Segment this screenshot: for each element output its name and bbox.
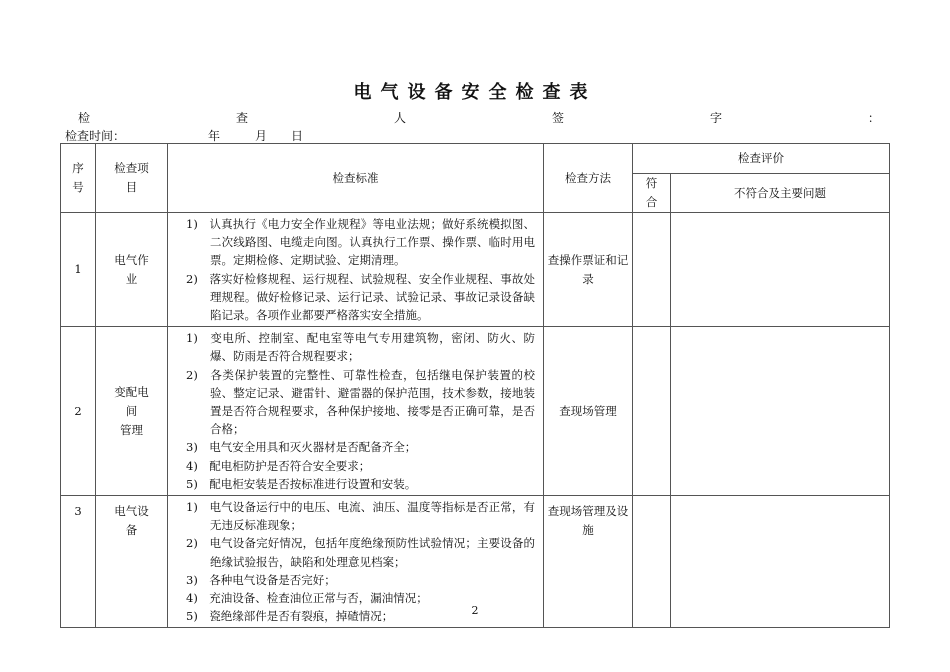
header-seq: 序 号 [61,144,96,213]
standard-clause: 5) 配电柜安装是否按标准进行设置和安装。 [186,476,417,491]
inspection-table [60,143,890,628]
standard-clause: 1) 认真执行《电力安全作业规程》等电业法规；做好系统模拟图、二次线路图、电缆走向图。认真执行工作票、操作票、临时用电票。定期检修、定期试验、定期清理。 [186,217,535,268]
header-standard: 检查标准 [168,144,544,213]
standard-clause: 5) 瓷绝缘部件是否有裂痕，掉碴情况； [186,609,394,624]
signer-char: 字 [709,111,722,125]
standard-clause: 2) 各类保护装置的完整性、可靠性检查，包括继电保护装置的校验、整定记录、避雷针、避雷器的保护范围，技术参数，接地装置是否符合规程要求，各种保护接地、接零是否正确可靠，是否合格； [186,367,535,437]
standard-clause: 3) 电气安全用具和灭火器材是否配备齐全； [186,440,417,455]
standard-clause: 1) 变电所、控制室、配电室等电气专用建筑物，密闭、防火、防爆、防雨是否符合规程要求； [186,331,535,364]
row-nonconform-cell[interactable] [671,213,890,327]
row-seq: 2 [61,327,96,496]
header-method: 检查方法 [544,144,633,213]
date-day: 日 [291,129,304,143]
signer-char: 检 [78,111,91,125]
standard-clause: 2) 落实好检修规程、运行规程、试验规程、安全作业规程、事故处理规程。做好检修记录、运行记录、试验记录、事故记录设备缺陷记录。各项作业都要严格落实安全措施。 [186,271,535,323]
header-nonconform: 不符合及主要问题 [671,174,890,213]
standard-clause: 3) 各种电气设备是否完好； [186,572,336,587]
row-item: 变配电 间 管理 [96,327,168,496]
table-row [61,213,890,327]
date-year: 年 [208,129,221,143]
signer-char: ： [867,111,880,125]
header-evaluation: 检查评价 [633,144,890,174]
signer-char: 签 [551,111,564,125]
row-conform-cell[interactable] [633,327,671,496]
date-label: 检查时间： [65,129,126,143]
row-nonconform-cell[interactable] [671,327,890,496]
header-conform: 符 合 [633,174,671,213]
inspection-date-line [65,127,303,144]
row-method: 查现场管理及设施 [544,496,633,628]
standard-clause: 1) 电气设备运行中的电压、电流、油压、温度等指标是否正常，有无违反标准现象； [186,500,535,533]
row-standards [168,213,544,327]
header-row [61,144,890,174]
standard-clause: 4) 配电柜防护是否符合安全要求； [186,458,371,473]
row-standards [168,327,544,496]
page-title: 电气设备安全检查表 [353,82,597,103]
row-item: 电气设 备 [96,496,168,628]
signer-char: 人 [393,111,406,125]
table-row [61,327,890,496]
page-number: 2 [471,604,479,617]
row-method: 查现场管理 [544,327,633,496]
date-month: 月 [255,129,268,143]
standard-clause: 4) 充油设备、检查油位正常与否，漏油情况； [186,591,428,606]
standard-clause: 2) 电气设备完好情况，包括年度绝缘预防性试验情况；主要设备的绝缘试验报告，缺陷和处理意见档案； [186,536,535,569]
row-item: 电气作 业 [96,213,168,327]
signer-char: 查 [235,111,248,125]
header-item: 检查项 目 [96,144,168,213]
row-seq: 3 [61,496,96,628]
inspector-signature-line [78,109,880,126]
row-seq: 1 [61,213,96,327]
row-conform-cell[interactable] [633,213,671,327]
row-method: 查操作票证和记录 [544,213,633,327]
